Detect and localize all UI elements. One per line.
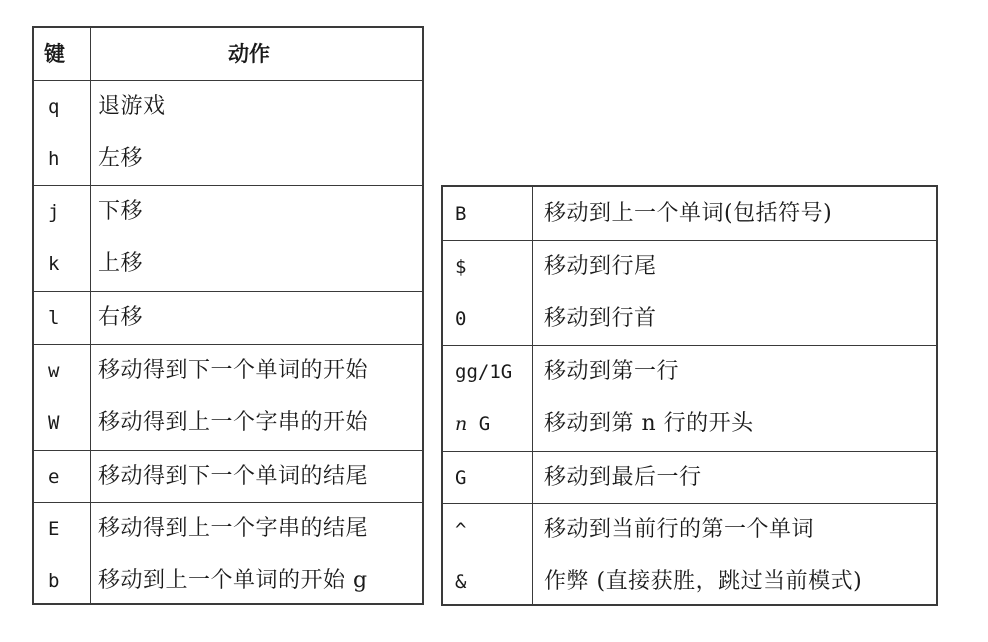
action-cell: 移动得到上一个字串的开始 [98,410,369,435]
key-cell: l [48,307,60,329]
action-cell: 退游戏 [98,94,166,119]
key-cell: E [48,518,60,540]
table-row-group [443,451,936,503]
key-cell [455,398,490,450]
action-cell: 移动得到上一个字串的结尾 [98,516,369,541]
key-suffix: G [467,413,491,435]
action-cell: 移动到上一个单词的开始 g [98,568,368,593]
left-keymap-table [32,26,424,605]
action-cell: 移动得到下一个单词的结尾 [98,464,369,489]
table-row-group [34,344,422,450]
header-key: 键 [44,42,65,66]
key-cell: & [455,571,467,593]
action-cell: 移动到第 n 行的开头 [544,411,754,436]
table-row-group [34,502,422,603]
header-row [34,28,422,80]
action-cell: 上移 [98,251,144,276]
key-cell: W [48,412,60,434]
action-cell: 移动到当前行的第一个单词 [544,517,815,542]
key-cell: h [48,148,60,170]
header-action: 动作 [228,42,270,66]
right-keymap-table [441,185,938,606]
action-cell: 作弊 (直接获胜，跳过当前模式) [544,569,863,594]
key-cell: k [48,253,60,275]
key-cell: ^ [455,519,467,541]
key-cell: j [48,201,60,223]
key-cell: B [455,203,467,225]
action-cell: 移动得到下一个单词的开始 [98,358,369,383]
table-row-group [34,185,422,291]
action-cell: 移动到最后一行 [544,465,702,490]
action-cell: 移动到行首 [544,306,657,331]
action-cell: 下移 [98,199,144,224]
table-row-group [34,291,422,344]
action-cell: 移动到上一个单词(包括符号) [544,201,833,226]
key-cell: $ [455,256,467,278]
action-cell: 移动到行尾 [544,254,657,279]
key-cell: q [48,96,60,118]
table-row-group [443,503,936,604]
key-cell: b [48,570,60,592]
action-cell: 移动到第一行 [544,359,680,384]
key-cell: G [455,467,467,489]
table-row-group [34,450,422,502]
table-row-group [443,345,936,451]
key-cell: 0 [455,308,467,330]
table-row-group [443,240,936,345]
key-prefix-n: n [455,413,468,435]
action-cell: 右移 [98,305,144,330]
key-cell: e [48,466,60,488]
key-cell: gg/1G [455,361,513,383]
table-row-group [34,80,422,185]
action-cell: 左移 [98,146,144,171]
key-cell: w [48,360,60,382]
table-row-group [443,187,936,240]
